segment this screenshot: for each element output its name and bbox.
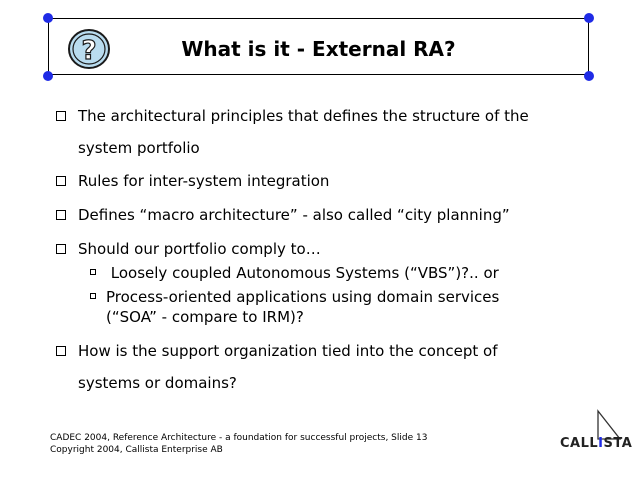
square-bullet-icon — [56, 176, 66, 186]
callista-logo — [560, 436, 632, 451]
sub-bullet-text: Loosely coupled Autonomous Systems (“VBS”)?.. or — [106, 264, 499, 282]
small-square-bullet-icon — [90, 293, 96, 299]
footer-line: CADEC 2004, Reference Architecture - a foundation for successful projects, Slide 13 — [50, 433, 428, 443]
logo-text-part: STA — [603, 436, 633, 451]
bullet-text: systems or domains? — [78, 374, 237, 392]
bullet-text: Rules for inter-system integration — [78, 172, 330, 190]
footer-copyright: Copyright 2004, Callista Enterprise AB — [50, 445, 223, 455]
sub-bullet-text: (“SOA” - compare to IRM)? — [106, 308, 304, 326]
square-bullet-icon — [56, 346, 66, 356]
logo-text-part: CALL — [560, 436, 599, 451]
square-bullet-icon — [56, 244, 66, 254]
square-bullet-icon — [56, 210, 66, 220]
bullet-text: The architectural principles that defines the structure of the — [78, 107, 529, 125]
square-bullet-icon — [56, 111, 66, 121]
logo-text-accent: I — [598, 436, 604, 451]
slide-footer — [50, 432, 427, 456]
sub-bullet-text: Process-oriented applications using domain services — [106, 288, 500, 306]
svg-text:?: ? — [81, 36, 97, 66]
bullet-text: Should our portfolio comply to… — [78, 240, 321, 258]
small-square-bullet-icon — [90, 269, 96, 275]
bullet-text: How is the support organization tied into the concept of — [78, 342, 498, 360]
bullet-text: system portfolio — [78, 139, 200, 157]
slide-title: What is it - External RA? — [181, 37, 456, 61]
bullet-text: Defines “macro architecture” - also called “city planning” — [78, 206, 510, 224]
